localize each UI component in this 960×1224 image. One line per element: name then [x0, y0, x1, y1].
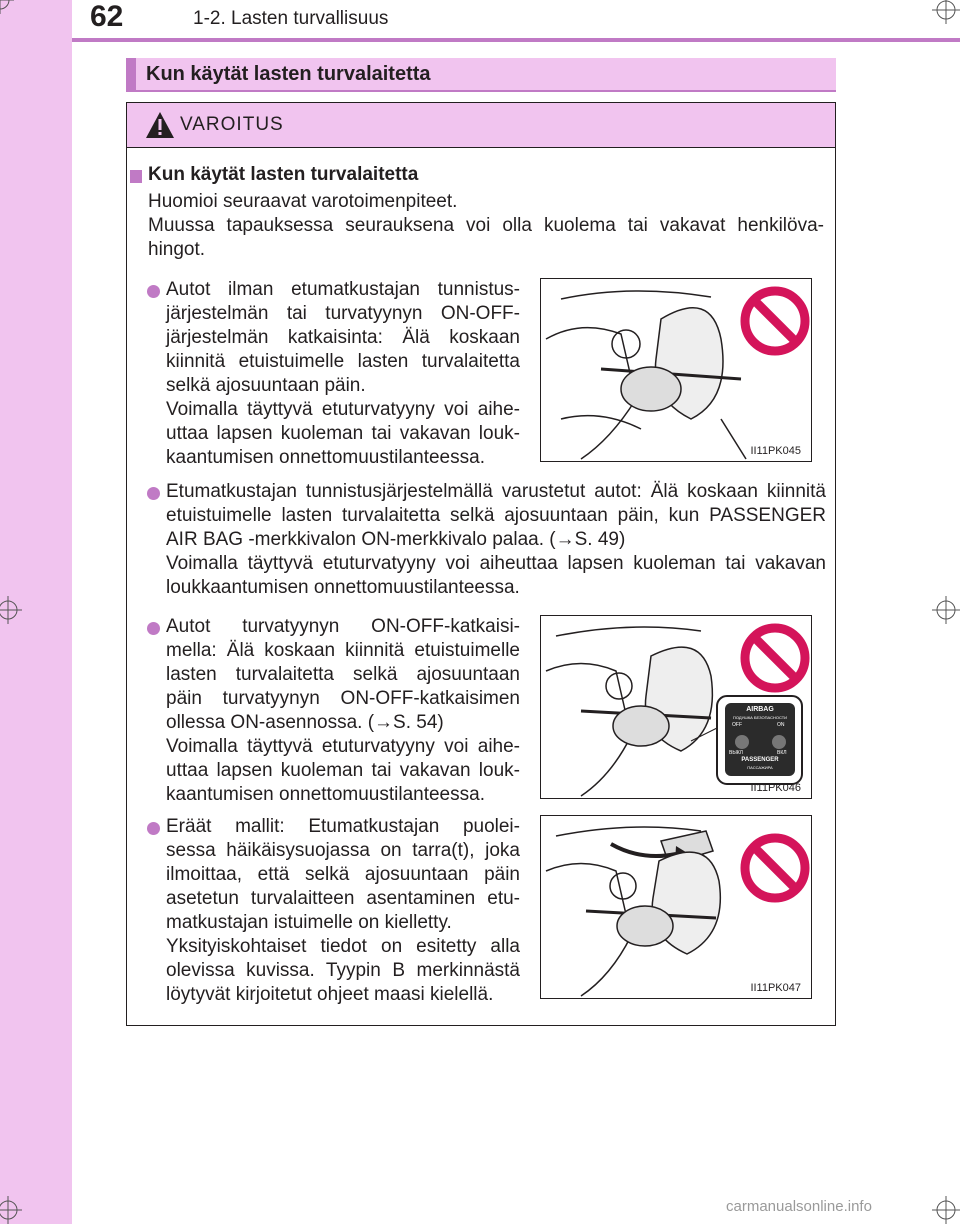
- bullet-line: matkustajan istuimelle on kielletty.: [166, 912, 452, 933]
- crop-mark-icon: [932, 1196, 960, 1224]
- bullet-line: ollessa ON-asennossa. (→S. 54): [166, 712, 444, 733]
- page-number: 62: [90, 0, 124, 33]
- crop-mark-icon: [0, 1196, 22, 1224]
- bullet-line: järjestelmän katkaisinta: Älä koskaan: [166, 327, 520, 348]
- bullet-line: loukkaantumisen onnettomuustilanteessa.: [166, 577, 520, 598]
- section-title: Kun käytät lasten turvalaitetta: [146, 63, 431, 85]
- bullet-line: lasten turvalaitetta selkä ajosuuntaan: [166, 664, 520, 685]
- airbag-panel-airbag-ru: ПОДУШКА БЕЗОПАСНОСТИ: [732, 715, 788, 720]
- airbag-panel-off-ru: ВЫКЛ: [729, 750, 743, 756]
- bullet-line: Voimalla täyttyvä etuturvatyyny voi aihe-: [166, 399, 520, 420]
- bullet-line: sessa häikäisysuojassa on tarra(t), joka: [166, 840, 520, 861]
- figure-airbag-switch: [540, 615, 812, 799]
- crop-mark-icon: [932, 596, 960, 624]
- bullet-icon: [147, 285, 160, 298]
- bullet-line: uttaa lapsen kuoleman tai vakavan louk-: [166, 760, 520, 781]
- bullet-icon: [147, 822, 160, 835]
- bullet-line: Yksityiskohtaiset tiedot on esitetty alla: [166, 936, 520, 957]
- airbag-panel-passenger-ru: ПАССАЖИРА: [747, 765, 773, 770]
- bullet-line: Eräät mallit: Etumatkustajan puolei-: [166, 816, 520, 837]
- bullet-line: uttaa lapsen kuoleman tai vakavan louk-: [166, 423, 520, 444]
- bullet-line: AIR BAG -merkkivalon ON-merkkivalo palaa. (→S. 49): [166, 529, 626, 550]
- bullet-line: kaantumisen onnettomuustilanteessa.: [166, 447, 485, 468]
- airbag-panel-off: OFF: [732, 722, 742, 728]
- bullet-line: Autot ilman etumatkustajan tunnistus-: [166, 279, 520, 300]
- bullet-line: olevissa kuvissa. Tyypin B merkinnästä: [166, 960, 520, 981]
- bullet-line: kaantumisen onnettomuustilanteessa.: [166, 784, 485, 805]
- header-rule: [72, 38, 960, 42]
- chapter-title: 1-2. Lasten turvallisuus: [193, 8, 389, 29]
- airbag-panel-airbag-label: AIRBAG: [746, 706, 774, 713]
- bullet-line: Autot turvatyynyn ON-OFF-katkaisi-: [166, 616, 520, 637]
- bullet-line: järjestelmän tai turvatyynyn ON-OFF-: [166, 303, 520, 324]
- bullet-line: asetetun turvalaitteen asentaminen etu-: [166, 888, 520, 909]
- bullet-line: mella: Älä koskaan kiinnitä etuistuimelle: [166, 640, 520, 661]
- intro-line: Huomioi seuraavat varotoimenpiteet.: [148, 191, 458, 212]
- warning-label: VAROITUS: [180, 114, 284, 135]
- intro-line: Muussa tapauksessa seurauksena voi olla kuolema tai vakavat henkilöva-: [148, 215, 824, 236]
- airbag-panel-on-ru: ВКЛ: [777, 750, 787, 756]
- crop-mark-icon: [932, 0, 960, 24]
- bullet-line: ilmoittaa, että selkä ajosuuntaan päin: [166, 864, 520, 885]
- crop-mark-icon: [0, 596, 22, 624]
- bullet-icon: [147, 622, 160, 635]
- bullet-line: Voimalla täyttyvä etuturvatyyny voi aihe-: [166, 736, 520, 757]
- warning-triangle-icon: [145, 111, 175, 139]
- figure-seat-airbag: [540, 278, 812, 462]
- bullet-line: Voimalla täyttyvä etuturvatyyny voi aiheuttaa lapsen kuoleman tai vakavan: [166, 553, 826, 574]
- airbag-panel-on: ON: [777, 722, 785, 728]
- bullet-line: selkä ajosuuntaan päin.: [166, 375, 366, 396]
- figure-code: II11PK046: [750, 782, 801, 794]
- figure-sun-visor-label: [540, 815, 812, 999]
- bullet-line: kiinnitä etuistuimelle lasten turvalaitetta: [166, 351, 520, 372]
- figure-code: II11PK045: [750, 445, 801, 457]
- figure-code: II11PK047: [750, 982, 801, 994]
- bullet-line: päin turvatyynyn ON-OFF-katkaisimen: [166, 688, 520, 709]
- warning-subheading: Kun käytät lasten turvalaitetta: [148, 164, 419, 185]
- bullet-line: etuistuimelle lasten turvalaitetta selkä ajosuuntaan päin, kun PASSENGER: [166, 505, 826, 526]
- watermark: carmanualsonline.info: [726, 1198, 872, 1215]
- warning-header: [127, 103, 835, 148]
- intro-line: hingot.: [148, 239, 206, 260]
- subheading-square-icon: [130, 170, 142, 183]
- airbag-panel-passenger: PASSENGER: [741, 757, 779, 763]
- section-heading: [126, 58, 836, 92]
- bullet-icon: [147, 487, 160, 500]
- bullet-line: löytyvät kirjoitetut ohjeet maasi kielellä.: [166, 984, 494, 1005]
- crop-mark-icon: [0, 0, 14, 14]
- bullet-line: Etumatkustajan tunnistusjärjestelmällä varustetut autot: Älä koskaan kiinnitä: [166, 481, 826, 502]
